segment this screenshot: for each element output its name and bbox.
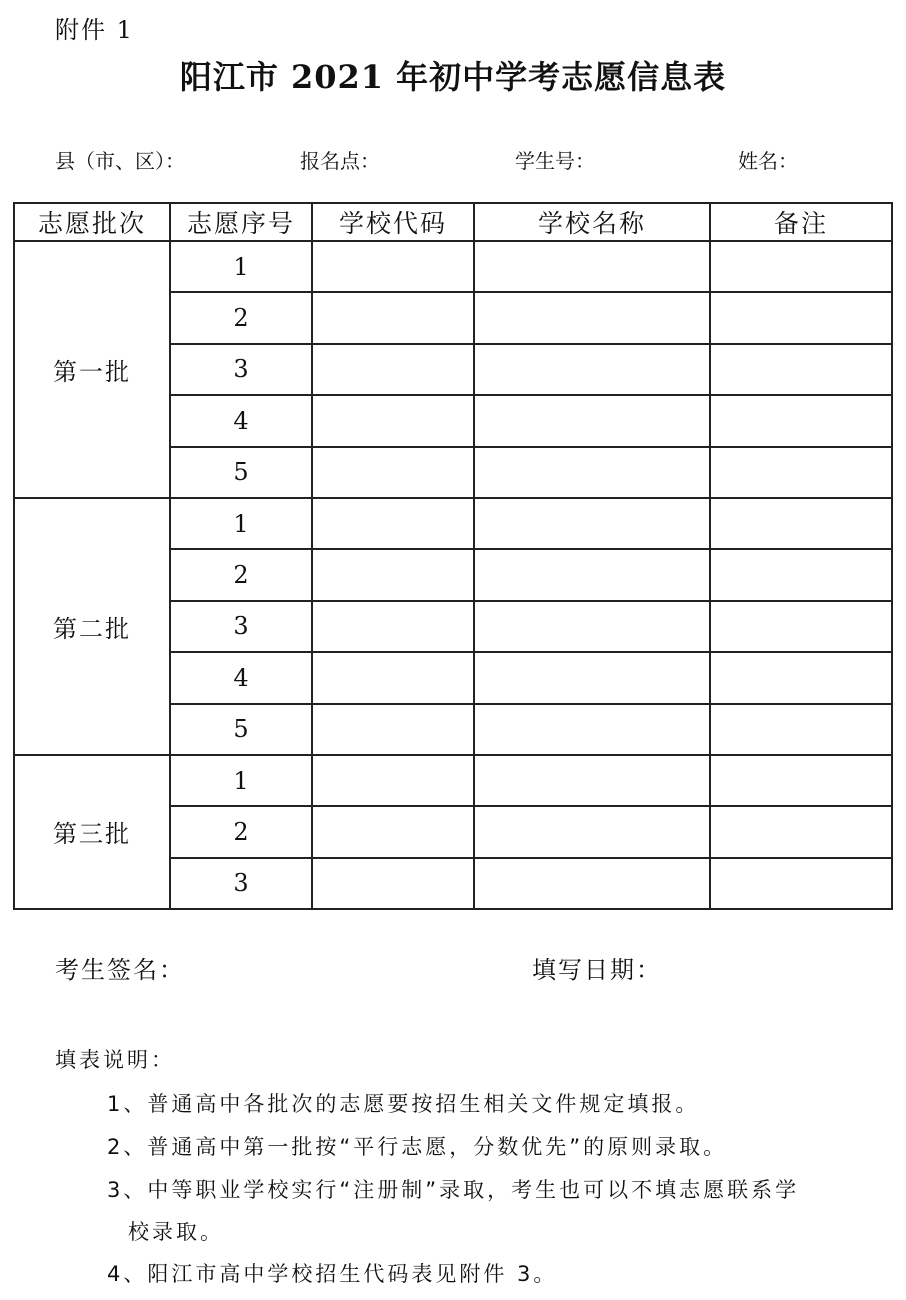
seq-cell: 3 [170,858,312,909]
table-row [14,755,892,806]
note-item: 4、阳江市高中学校招生代码表见附件 3。 [107,1262,558,1286]
notes-heading: 填表说明： [55,1048,175,1072]
fill-date-label: 填写日期： [532,956,662,984]
student-signature-label: 考生签名： [55,956,185,984]
school-name-cell[interactable] [474,241,710,292]
school-name-cell[interactable] [474,704,710,755]
student-no-label: 学生号： [515,149,595,173]
school-name-cell[interactable] [474,858,710,909]
remarks-cell[interactable] [710,241,892,292]
header-school-name: 学校名称 [474,203,710,241]
school-code-cell[interactable] [312,395,474,446]
name-label: 姓名： [738,149,798,173]
remarks-cell[interactable] [710,806,892,857]
school-name-cell[interactable] [474,292,710,343]
batch-1-cell: 第一批 [14,241,170,498]
school-name-cell[interactable] [474,447,710,498]
school-code-cell[interactable] [312,858,474,909]
table-row [14,241,892,292]
seq-cell: 2 [170,292,312,343]
remarks-cell[interactable] [710,704,892,755]
site-label: 报名点： [300,149,380,173]
note-item: 1、普通高中各批次的志愿要按招生相关文件规定填报。 [107,1092,700,1116]
school-code-cell[interactable] [312,601,474,652]
remarks-cell[interactable] [710,395,892,446]
seq-cell: 1 [170,241,312,292]
school-code-cell[interactable] [312,498,474,549]
seq-cell: 5 [170,704,312,755]
school-name-cell[interactable] [474,395,710,446]
seq-cell: 2 [170,549,312,600]
note-item: 3、中等职业学校实行“注册制”录取，考生也可以不填志愿联系学 [107,1178,800,1202]
header-remarks: 备注 [710,203,892,241]
school-code-cell[interactable] [312,447,474,498]
school-code-cell[interactable] [312,292,474,343]
seq-cell: 4 [170,652,312,703]
attachment-label: 附件 1 [55,16,134,44]
remarks-cell[interactable] [710,498,892,549]
seq-cell: 1 [170,755,312,806]
note-item: 2、普通高中第一批按“平行志愿，分数优先”的原则录取。 [107,1135,728,1159]
remarks-cell[interactable] [710,344,892,395]
remarks-cell[interactable] [710,447,892,498]
seq-cell: 5 [170,447,312,498]
school-name-cell[interactable] [474,549,710,600]
seq-cell: 1 [170,498,312,549]
school-code-cell[interactable] [312,755,474,806]
remarks-cell[interactable] [710,858,892,909]
school-name-cell[interactable] [474,806,710,857]
seq-cell: 4 [170,395,312,446]
batch-2-cell: 第二批 [14,498,170,755]
remarks-cell[interactable] [710,292,892,343]
batch-3-cell: 第三批 [14,755,170,909]
preference-table [13,202,893,910]
header-school-code: 学校代码 [312,203,474,241]
school-code-cell[interactable] [312,549,474,600]
table-row [14,498,892,549]
remarks-cell[interactable] [710,652,892,703]
header-batch: 志愿批次 [14,203,170,241]
note-item-continued: 校录取。 [128,1220,224,1244]
header-seq: 志愿序号 [170,203,312,241]
school-code-cell[interactable] [312,704,474,755]
school-name-cell[interactable] [474,755,710,806]
remarks-cell[interactable] [710,601,892,652]
table-header-row [14,203,892,241]
school-code-cell[interactable] [312,652,474,703]
school-name-cell[interactable] [474,498,710,549]
remarks-cell[interactable] [710,755,892,806]
school-name-cell[interactable] [474,652,710,703]
school-code-cell[interactable] [312,344,474,395]
school-code-cell[interactable] [312,241,474,292]
school-name-cell[interactable] [474,344,710,395]
page-title: 阳江市 2021 年初中学考志愿信息表 [179,58,727,96]
county-label: 县（市、区）： [55,149,185,173]
remarks-cell[interactable] [710,549,892,600]
seq-cell: 3 [170,601,312,652]
seq-cell: 3 [170,344,312,395]
school-code-cell[interactable] [312,806,474,857]
seq-cell: 2 [170,806,312,857]
school-name-cell[interactable] [474,601,710,652]
